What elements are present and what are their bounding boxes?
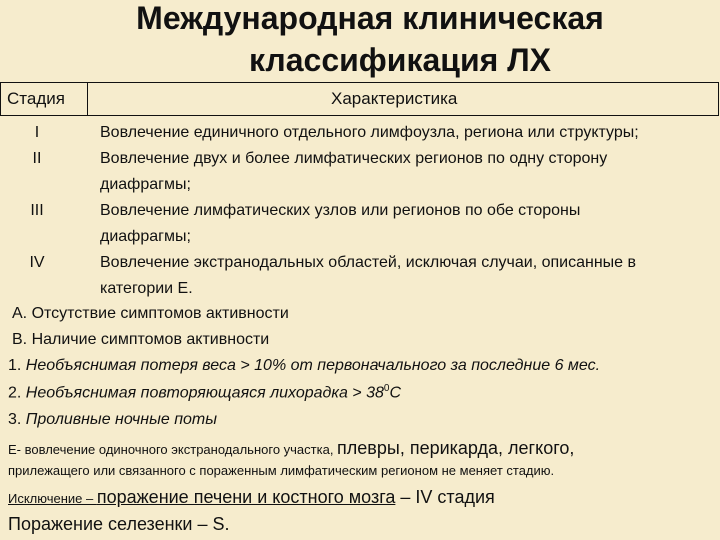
symptom-item-number: 1. (8, 357, 26, 374)
stage-description-cont: диафрагмы; (100, 176, 191, 193)
stage-number: II (32, 150, 42, 167)
header-stage: Стадия (7, 89, 65, 108)
header-characteristic: Характеристика (331, 89, 458, 108)
note-e (8, 438, 574, 459)
page-title-line2: классификация ЛХ (249, 42, 551, 78)
symptom-item-unit: С (389, 384, 402, 402)
symptom-category-a: А. Отсутствие симптомов активности (12, 305, 289, 322)
symptom-item-number: 3. (8, 411, 26, 428)
symptom-item-number: 2. (8, 384, 26, 402)
stage-description: Вовлечение лимфатических узлов или регионов по обе стороны (100, 202, 581, 219)
stage-number: I (34, 124, 40, 141)
header-divider (87, 83, 88, 115)
note-e-text: Е- вовлечение одиночного экстранодального участка, (8, 442, 338, 457)
note-exception (8, 487, 495, 508)
note-e-continued: прилежащего или связанного с пораженным лимфатическим регионом не меняет стадию. (8, 463, 555, 478)
stage-description: Вовлечение экстранодальных областей, исключая случаи, описанные в (100, 254, 637, 271)
symptom-item-text: Необъяснимая повторяющаяся лихорадка > 38 (25, 384, 384, 402)
symptom-item (8, 411, 217, 429)
stage-description: Вовлечение единичного отдельного лимфоузла, региона или структуры; (100, 124, 639, 141)
stage-number: IV (29, 254, 45, 271)
stage-description: Вовлечение двух и более лимфатических регионов по одну сторону (100, 150, 608, 167)
stage-number: III (30, 202, 44, 219)
page-title: Международная клиническая (136, 0, 604, 36)
table-header (0, 82, 719, 116)
exception-label: Исключение – (8, 491, 97, 506)
exception-stage: – IV стадия (395, 487, 495, 507)
symptom-item-text: Необъяснимая потеря веса > 10% от первоначального за последние 6 мес. (25, 357, 601, 374)
note-e-organs: плевры, перикарда, легкого, (337, 438, 575, 458)
note-spleen: Поражение селезенки – S. (8, 514, 230, 534)
symptom-category-b: В. Наличие симптомов активности (12, 331, 270, 348)
exception-organs: поражение печени и костного мозга (96, 487, 396, 507)
symptom-item-text: Проливные ночные поты (25, 411, 218, 428)
degree-sup: 0 (383, 383, 390, 394)
stage-description-cont: категории Е. (100, 280, 193, 297)
symptom-item (8, 357, 600, 375)
stage-description-cont: диафрагмы; (100, 228, 191, 245)
symptom-item (8, 383, 401, 402)
